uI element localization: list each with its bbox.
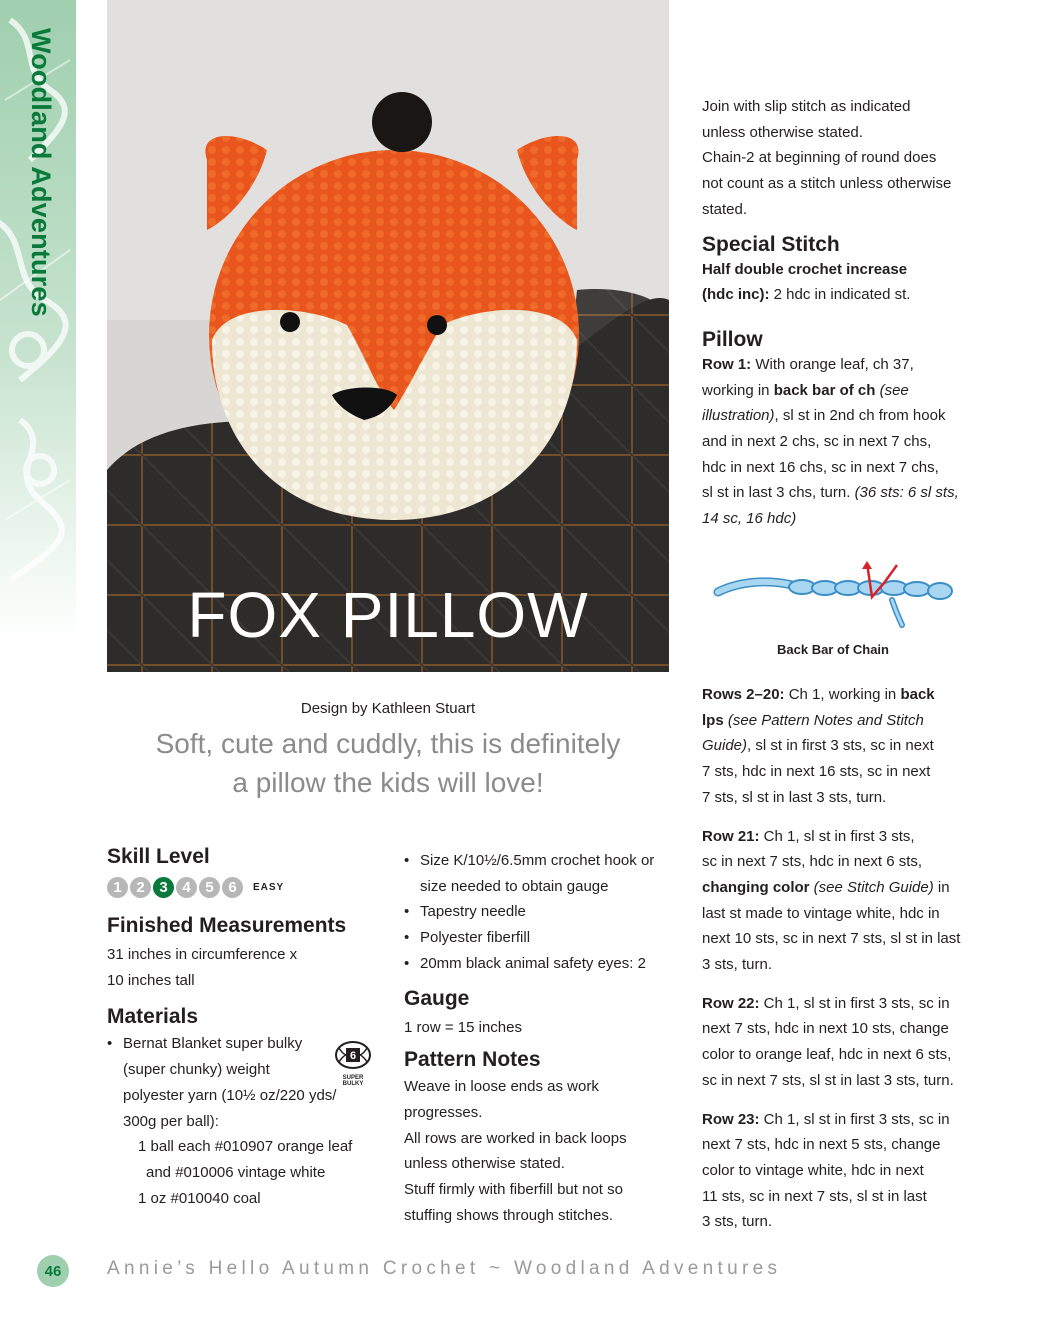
- hero-photo: [107, 0, 669, 672]
- row-line: color to vintage white, hdc in next: [702, 1161, 924, 1179]
- illustration-caption: Back Bar of Chain: [777, 642, 889, 657]
- yarn-line: (super chunky) weight: [123, 1061, 270, 1079]
- skill-level-label: EASY: [253, 882, 285, 893]
- row-line: next 10 sts, sc in next 7 sts, sl st in last: [702, 930, 961, 948]
- running-footer: Annie’s Hello Autumn Crochet ~ Woodland Adventures: [107, 1258, 782, 1279]
- hook-line: size needed to obtain gauge: [420, 877, 609, 895]
- tagline-line: a pillow the kids will love!: [232, 767, 544, 798]
- special-line: [702, 257, 992, 283]
- row-text-italic: (see: [875, 381, 909, 399]
- row-line: [702, 352, 992, 378]
- row-text: , sl st in first 3 sts, sc in next: [747, 737, 934, 755]
- special-stitch-def: 2 hdc in indicated st.: [769, 286, 911, 304]
- list-item: • Tapestry needle: [404, 899, 679, 925]
- row-label: Row 22:: [702, 994, 760, 1012]
- note-line: stuffing shows through stitches.: [404, 1206, 614, 1224]
- row-line: 3 sts, turn.: [702, 956, 773, 974]
- page-number: 46: [37, 1255, 69, 1287]
- note-line: Join with slip stitch as indicated: [702, 98, 911, 115]
- row-text-italic: 14 sc, 16 hdc): [702, 510, 797, 528]
- row-text-italic: Guide): [702, 737, 748, 755]
- row-line: hdc in next 16 chs, sc in next 7 chs,: [702, 458, 939, 476]
- yarn-weight-number: 6: [349, 1050, 357, 1062]
- yarn-line: • Bernat Blanket super bulky: [123, 1035, 303, 1053]
- special-line: [702, 282, 992, 308]
- hook-line: • Size K/10½/6.5mm crochet hook or: [420, 852, 655, 869]
- note-line: unless otherwise stated.: [404, 1155, 565, 1173]
- row-text-bold: back: [900, 686, 935, 703]
- left-column: [107, 845, 377, 1211]
- note-line: progresses.: [404, 1103, 483, 1121]
- skill-dot: 5: [199, 877, 220, 898]
- skill-dot: 1: [107, 877, 128, 898]
- row-line: [702, 991, 1002, 1017]
- measurement-line: 10 inches tall: [107, 971, 195, 989]
- pattern-notes-heading: Pattern Notes: [404, 1048, 541, 1072]
- special-stitch-name: Half double crochet increase: [702, 260, 908, 278]
- row-text-bold: back bar of ch: [773, 381, 876, 399]
- skill-dot: 6: [222, 877, 243, 898]
- row-line: [702, 480, 992, 506]
- measurements-heading: Finished Measurements: [107, 914, 347, 937]
- gauge-heading: Gauge: [404, 986, 470, 1010]
- row-line: [702, 708, 1002, 734]
- row-line: 7 sts, sl st in last 3 sts, turn.: [702, 788, 887, 806]
- right-column: [702, 94, 992, 532]
- back-bar-chain-illustration: [712, 555, 957, 630]
- row-label: Row 21:: [702, 827, 760, 845]
- skill-level-scale: [107, 877, 377, 898]
- note-line: not count as a stitch unless otherwise: [702, 175, 952, 193]
- note-line: All rows are worked in back loops: [404, 1129, 627, 1147]
- middle-column: [404, 848, 679, 1228]
- special-stitch-abbr: (hdc inc):: [702, 286, 770, 304]
- skill-dot: 4: [176, 877, 197, 898]
- row-line: last st made to vintage white, hdc in: [702, 904, 940, 922]
- tagline-line: Soft, cute and cuddly, this is definitely: [155, 728, 621, 759]
- sidebar-band: [0, 0, 76, 640]
- row-line: 11 sts, sc in next 7 sts, sl st in last: [702, 1187, 927, 1205]
- materials-list-continued: [404, 848, 679, 977]
- pillow-heading: Pillow: [702, 327, 763, 351]
- row-text-bold: changing color: [702, 878, 810, 896]
- list-item: • Polyester fiberfill: [404, 925, 679, 951]
- note-line: stated.: [702, 200, 748, 218]
- note-line: unless otherwise stated.: [702, 123, 863, 141]
- list-item: • 20mm black animal safety eyes: 2: [404, 951, 679, 977]
- yarn-weight-icon: [332, 1040, 374, 1087]
- row-text: With orange leaf, ch 37,: [751, 355, 914, 373]
- row-text: sl st in last 3 chs, turn.: [702, 484, 855, 502]
- row-line: next 7 sts, hdc in next 5 sts, change: [702, 1136, 941, 1154]
- row-text-italic: (see Stitch Guide): [809, 878, 934, 896]
- materials-heading: Materials: [107, 1005, 199, 1029]
- row-line: 3 sts, turn.: [702, 1213, 773, 1231]
- row-text: Ch 1, sl st in first 3 sts, sc in: [759, 994, 950, 1012]
- yarn-color-line: and #010006 vintage white: [146, 1163, 326, 1181]
- skill-dot-active: 3: [153, 877, 174, 898]
- row-line: color to orange leaf, hdc in next 6 sts,: [702, 1046, 952, 1064]
- row-line: and in next 2 chs, sc in next 7 chs,: [702, 433, 932, 451]
- designer-byline: Design by Kathleen Stuart: [300, 700, 476, 717]
- row-line: sc in next 7 sts, sl st in last 3 sts, turn.: [702, 1071, 954, 1089]
- list-item: [404, 848, 679, 899]
- row-line: [702, 875, 1002, 901]
- yarn-weight-label: SUPER BULKY: [342, 1075, 364, 1087]
- sidebar-title: Woodland Adventures: [26, 28, 56, 317]
- pattern-title: FOX PILLOW: [187, 579, 589, 651]
- row-text-italic: (see Pattern Notes and Stitch: [723, 711, 924, 729]
- row-line: [702, 733, 1002, 759]
- note-line: Stuff firmly with fiberfill but not so: [404, 1181, 623, 1199]
- special-stitch-heading: Special Stitch: [702, 232, 840, 256]
- row-text: working in: [702, 381, 774, 399]
- row-line: [702, 1107, 1002, 1133]
- fox-pillow-image: [107, 0, 669, 672]
- row-line: 7 sts, hdc in next 16 sts, sc in next: [702, 763, 931, 781]
- row-text: , sl st in 2nd ch from hook: [774, 407, 946, 425]
- skill-dot: 2: [130, 877, 151, 898]
- row-label: Row 1:: [702, 355, 752, 373]
- yarn-line: polyester yarn (10½ oz/220 yds/: [123, 1086, 337, 1104]
- right-column-rows: [702, 682, 1002, 1235]
- row-label: Row 23:: [702, 1110, 760, 1128]
- row-line: next 7 sts, hdc in next 10 sts, change: [702, 1020, 949, 1038]
- note-line: Chain-2 at beginning of round does: [702, 149, 937, 167]
- row-text: in: [933, 878, 950, 896]
- note-line: Weave in loose ends as work: [404, 1078, 599, 1096]
- row-line: [702, 403, 992, 429]
- row-text-italic: (36 sts: 6 sl sts,: [854, 484, 959, 502]
- yarn-color-line: 1 oz #010040 coal: [138, 1189, 261, 1207]
- yarn-color-line: 1 ball each #010907 orange leaf: [138, 1138, 353, 1156]
- row-line: [702, 824, 1002, 850]
- tagline: [107, 724, 669, 802]
- row-line: [702, 378, 992, 404]
- row-line: [702, 506, 992, 532]
- row-text: Ch 1, sl st in first 3 sts,: [759, 827, 915, 845]
- row-text: Ch 1, sl st in first 3 sts, sc in: [759, 1110, 950, 1128]
- gauge-text: 1 row = 15 inches: [404, 1018, 522, 1036]
- yarn-skein-icon: [334, 1040, 372, 1072]
- yarn-line: 300g per ball):: [123, 1112, 219, 1130]
- row-text-bold: lps: [702, 711, 724, 729]
- row-text-italic: illustration): [702, 407, 775, 425]
- row-text: Ch 1, working in: [784, 686, 901, 703]
- row-line: [702, 682, 1002, 708]
- measurement-line: 31 inches in circumference x: [107, 946, 298, 963]
- skill-level-heading: Skill Level: [107, 845, 210, 868]
- row-label: Rows 2–20:: [702, 686, 785, 703]
- row-line: sc in next 7 sts, hdc in next 6 sts,: [702, 853, 923, 871]
